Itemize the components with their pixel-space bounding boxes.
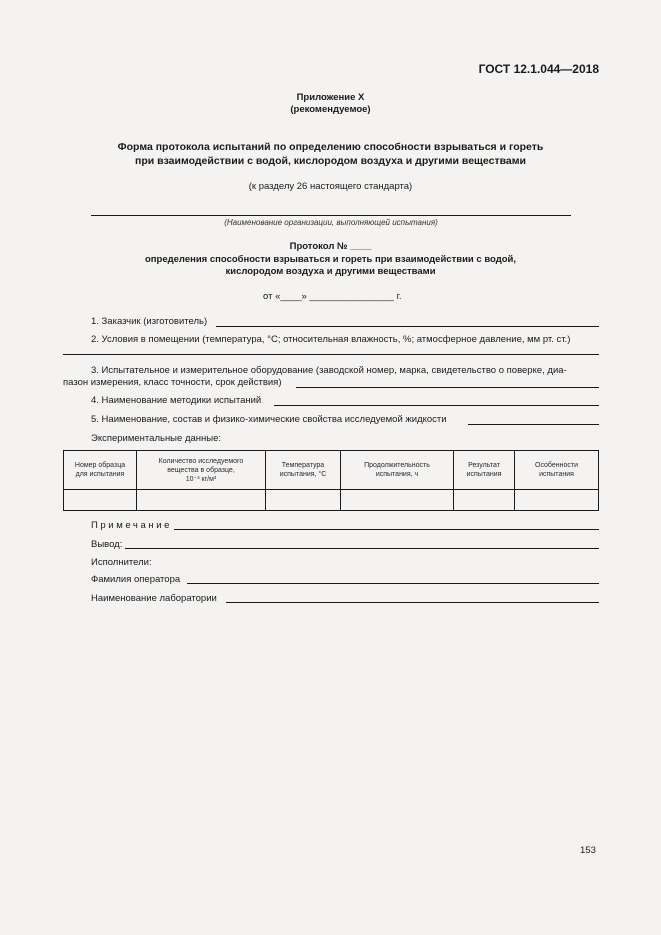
laboratory-label: Наименование лаборатории — [91, 593, 217, 604]
table-header-cell: Результат испытания — [454, 451, 515, 490]
liquid-label: 5. Наименование, состав и физико-химические свойства исследуемой жидкости — [91, 414, 447, 425]
organization-line — [91, 215, 571, 216]
liquid-line — [468, 424, 599, 425]
conditions-label: 2. Условия в помещении (температура, °С; относительная влажность, %; атмосферное давление, мм рт. ст.) — [91, 334, 571, 345]
table-header-cell: Особенности испытания — [515, 451, 599, 490]
operator-line — [187, 583, 599, 584]
protocol-title: Протокол № ____ — [289, 241, 372, 252]
table-cell[interactable] — [454, 490, 515, 511]
laboratory-line — [226, 602, 599, 603]
experimental-data-label: Экспериментальные данные: — [91, 433, 222, 444]
appendix-subtitle: (рекомендуемое) — [290, 104, 371, 115]
executors-label: Исполнители: — [91, 557, 152, 568]
table-cell[interactable] — [515, 490, 599, 511]
table-header-cell: Продолжительность испытания, ч — [341, 451, 454, 490]
appendix-title: Приложение X — [296, 92, 365, 103]
form-title-line2: при взаимодействии с водой, кислородом воздуха и другими веществами — [135, 155, 526, 167]
note-label: Примечание — [91, 520, 172, 531]
table-header-row — [64, 451, 599, 490]
page-number: 153 — [580, 845, 596, 856]
table-header-cell: Количество исследуемого вещества в образце, 10⁻³ кг/м³ — [137, 451, 266, 490]
protocol-line2: кислородом воздуха и другими веществами — [225, 266, 436, 277]
customer-label: 1. Заказчик (изготовитель) — [91, 316, 208, 327]
table-cell[interactable] — [64, 490, 137, 511]
conditions-line — [63, 354, 599, 355]
operator-label: Фамилия оператора — [91, 574, 181, 585]
protocol-line1: определения способности взрываться и гореть при взаимодействии с водой, — [144, 254, 517, 265]
table-cell[interactable] — [137, 490, 266, 511]
equipment-label-line1: 3. Испытательное и измерительное оборудование (заводской номер, марка, свидетельство о поверке, диа- — [91, 365, 567, 376]
standard-code: ГОСТ 12.1.044—2018 — [478, 62, 599, 76]
equipment-line — [296, 387, 599, 388]
table-cell[interactable] — [341, 490, 454, 511]
conclusion-line — [125, 548, 599, 549]
organization-caption: (Наименование организации, выполняющей испытания) — [224, 218, 438, 227]
customer-line — [216, 326, 599, 327]
table-header-cell: Номер образца для испытания — [64, 451, 137, 490]
methods-line — [274, 405, 599, 406]
methods-label: 4. Наименование методики испытаний — [91, 395, 262, 406]
equipment-label-line2: пазон измерения, класс точности, срок действия) — [63, 377, 282, 388]
table-row — [64, 490, 599, 511]
conclusion-label: Вывод: — [91, 539, 123, 550]
experimental-data-table — [63, 450, 599, 511]
protocol-date: от «____» ________________ г. — [263, 291, 402, 302]
form-title-reference: (к разделу 26 настоящего стандарта) — [248, 181, 413, 192]
form-title-line1: Форма протокола испытаний по определению способности взрываться и гореть — [117, 141, 544, 153]
note-line — [174, 529, 599, 530]
table-cell[interactable] — [266, 490, 341, 511]
table-header-cell: Температура испытания, °С — [266, 451, 341, 490]
